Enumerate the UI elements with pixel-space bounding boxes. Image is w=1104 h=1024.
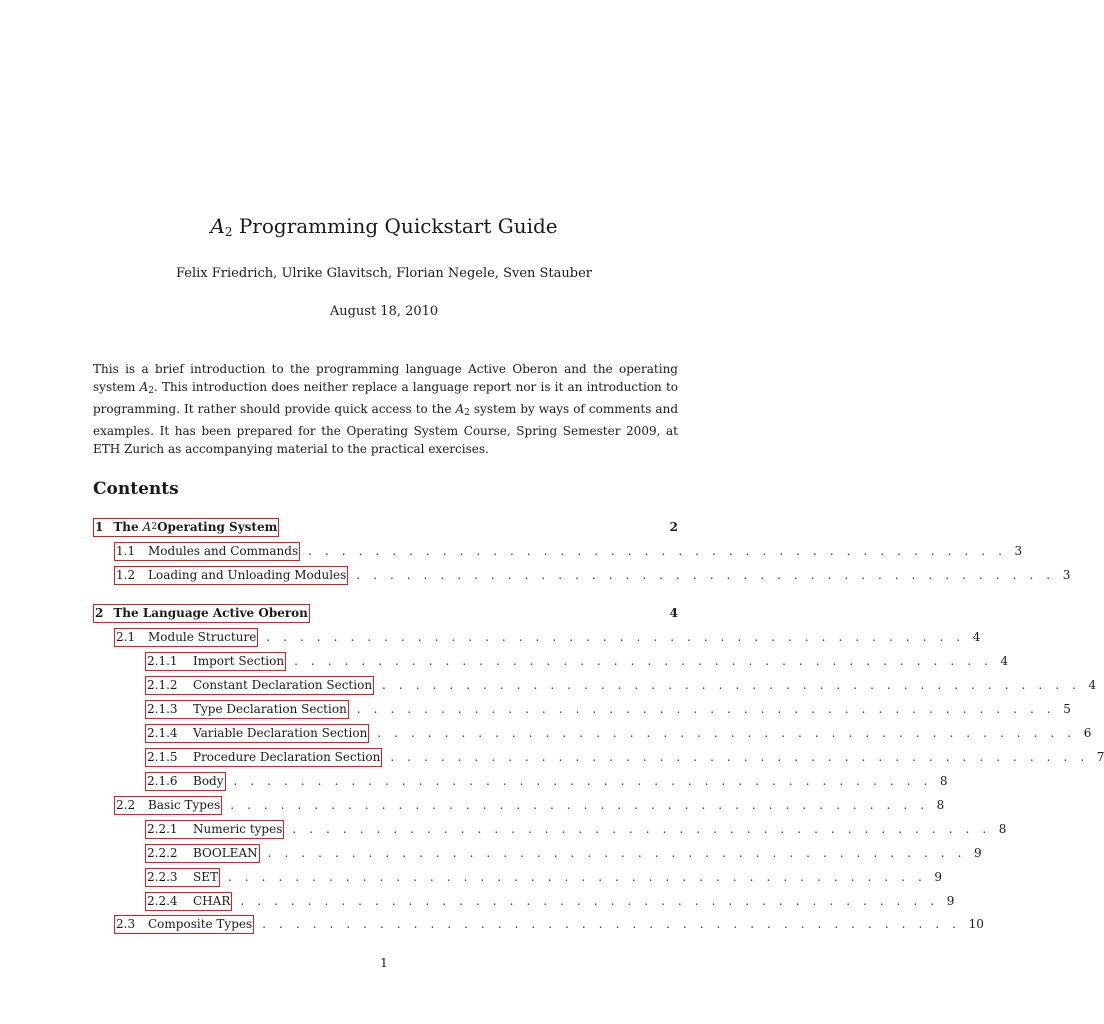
toc-link[interactable]: [145, 844, 260, 863]
toc-link[interactable]: [93, 604, 310, 623]
toc-number: 2: [95, 605, 104, 620]
toc-page: 8: [998, 822, 1007, 836]
abstract-text: . This introduction does neither replace a language report nor is it an introduction to programming. It rather should provide quick access to the: [93, 380, 678, 416]
toc-entry-2-2-4[interactable]: [145, 890, 955, 912]
abstract: [93, 360, 678, 458]
abstract-paragraph: [93, 360, 678, 458]
toc-entry-1-1[interactable]: [114, 540, 1023, 562]
toc-leader: . . . . . . . . . . . . . . . . . . . . . . . . . . . . . . . . . . . . . . . . . .: [356, 702, 1056, 716]
document-title: [0, 212, 768, 246]
toc-entry-2-1-2[interactable]: [145, 674, 1097, 696]
toc-label: Numeric types: [193, 821, 283, 836]
toc-number: 1.1: [116, 543, 136, 558]
title-a-symbol: A: [210, 214, 225, 238]
abstract-a-subscript: 2: [464, 408, 470, 418]
toc-leader: . . . . . . . . . . . . . . . . . . . . . . . . . . . . . . . . . . . . . . . . . .: [294, 654, 993, 668]
toc-number: 2.2.1: [147, 821, 178, 836]
toc-entry-2-2-1[interactable]: [145, 818, 1007, 840]
toc-number: 2.2.2: [147, 845, 178, 860]
toc-leader: . . . . . . . . . . . . . . . . . . . . . . . . . . . . . . . . . . . . . . . . . .: [240, 894, 939, 908]
toc-label: Basic Types: [148, 797, 221, 812]
toc-number: 1: [95, 519, 104, 534]
abstract-a-symbol: A: [139, 380, 149, 394]
toc-link[interactable]: [114, 542, 300, 561]
toc-label: SET: [193, 869, 218, 884]
toc-page: 3: [1062, 568, 1071, 582]
toc-page: 4: [1000, 654, 1009, 668]
toc-label: CHAR: [193, 893, 231, 908]
toc-page: 4: [669, 606, 678, 620]
toc-link[interactable]: [145, 892, 232, 911]
toc-label: The: [113, 519, 139, 534]
abstract-a-symbol: A: [455, 402, 465, 416]
toc-a-subscript: 2: [151, 521, 158, 532]
toc-label: Import Section: [193, 653, 285, 668]
toc-page: 6: [1083, 726, 1092, 740]
toc-number: 2.1.2: [147, 677, 178, 692]
toc-entry-2-1-4[interactable]: [145, 722, 1092, 744]
toc-entry-2-2-2[interactable]: [145, 842, 982, 864]
toc-label: The Language Active Oberon: [113, 605, 308, 620]
toc-link[interactable]: [114, 628, 258, 647]
toc-number: 2.2: [116, 797, 136, 812]
toc-entry-2-1-3[interactable]: [145, 698, 1071, 720]
toc-page: 2: [669, 520, 678, 534]
toc-page: 9: [946, 894, 955, 908]
toc-number: 2.2.3: [147, 869, 178, 884]
toc-link[interactable]: [145, 868, 220, 887]
toc-link[interactable]: [145, 676, 374, 695]
toc-page: 3: [1014, 544, 1023, 558]
toc-entry-2[interactable]: [93, 602, 678, 624]
title-a-subscript: 2: [224, 225, 233, 239]
toc-leader: . . . . . . . . . . . . . . . . . . . . . . . . . . . . . . . . . . . . . . . . . .: [267, 846, 967, 860]
toc-page: 5: [1063, 702, 1071, 716]
toc-leader: . . . . . . . . . . . . . . . . . . . . . . . . . . . . . . . . . . . . . . . . . .: [230, 798, 929, 812]
toc-leader: . . . . . . . . . . . . . . . . . . . . . . . . . . . . . . . . . . . . . . . . . .: [266, 630, 965, 644]
toc-label: Operating System: [157, 519, 278, 534]
document-authors: Felix Friedrich, Ulrike Glavitsch, Florian Negele, Sven Stauber: [175, 266, 593, 281]
abstract-text: This is a brief introduction to the programming language Active Oberon and the operating system: [93, 362, 678, 394]
toc-link[interactable]: [114, 566, 348, 585]
toc-entry-2-1-5[interactable]: [145, 746, 1104, 768]
toc-entry-1[interactable]: [93, 516, 678, 538]
abstract-a-subscript: 2: [148, 386, 155, 396]
toc-link[interactable]: [114, 796, 222, 815]
page-number: 1: [380, 956, 388, 970]
document-date: August 18, 2010: [329, 304, 439, 319]
toc-leader: . . . . . . . . . . . . . . . . . . . . . . . . . . . . . . . . . . . . . . . . . .: [356, 568, 1055, 582]
toc-link[interactable]: [145, 820, 284, 839]
toc-label: Type Declaration Section: [193, 701, 347, 716]
toc-leader: . . . . . . . . . . . . . . . . . . . . . . . . . . . . . . . . . . . . . . . . . .: [382, 678, 1081, 692]
toc-number: 2.1.6: [147, 773, 178, 788]
toc-number: 2.1: [116, 629, 136, 644]
toc-leader: . . . . . . . . . . . . . . . . . . . . . . . . . . . . . . . . . . . . . . . . . .: [227, 870, 927, 884]
toc-leader: . . . . . . . . . . . . . . . . . . . . . . . . . . . . . . . . . . . . . . . . . .: [377, 726, 1076, 740]
toc-label: Variable Declaration Section: [193, 725, 368, 740]
toc-label: Procedure Declaration Section: [193, 749, 381, 764]
toc-number: 2.1.1: [147, 653, 178, 668]
toc-page: 8: [936, 798, 945, 812]
toc-entry-2-1-1[interactable]: [145, 650, 1009, 672]
toc-leader: . . . . . . . . . . . . . . . . . . . . . . . . . . . . . . . . . . . . . . . . . .: [292, 822, 991, 836]
toc-number: 2.3: [116, 916, 136, 931]
toc-entry-1-2[interactable]: [114, 564, 1071, 586]
toc-page: 10: [968, 917, 984, 931]
toc-label: Constant Declaration Section: [193, 677, 373, 692]
toc-leader: . . . . . . . . . . . . . . . . . . . . . . . . . . . . . . . . . . . . . . . . . .: [262, 917, 961, 931]
toc-entry-2-3[interactable]: [114, 913, 984, 935]
toc-link[interactable]: [114, 915, 254, 934]
toc-entry-2-2-3[interactable]: [145, 866, 943, 888]
toc-entry-2-1[interactable]: [114, 626, 981, 648]
toc-label: Module Structure: [148, 629, 257, 644]
toc-link[interactable]: [145, 652, 286, 671]
abstract-text: system by ways of comments and examples. It has been prepared for the Operating System Course, Spring Semester 2009, at ETH Zurich as accompanying material to the practical exercises.: [93, 402, 678, 456]
toc-page: 8: [939, 774, 948, 788]
toc-entry-2-1-6[interactable]: [145, 770, 948, 792]
toc-link[interactable]: [145, 724, 369, 743]
toc-page: 4: [1088, 678, 1097, 692]
toc-label: Modules and Commands: [148, 543, 299, 558]
toc-page: 4: [972, 630, 981, 644]
toc-number: 2.1.4: [147, 725, 178, 740]
toc-label: Body: [193, 773, 224, 788]
toc-link[interactable]: [93, 518, 279, 537]
toc-number: 2.2.4: [147, 893, 178, 908]
toc-number: 2.1.5: [147, 749, 178, 764]
toc-page: 9: [934, 870, 943, 884]
toc-a-symbol: A: [142, 519, 152, 534]
toc-leader: . . . . . . . . . . . . . . . . . . . . . . . . . . . . . . . . . . . . . . . . . .: [308, 544, 1007, 558]
toc-page: 7: [1096, 750, 1104, 764]
toc-leader: . . . . . . . . . . . . . . . . . . . . . . . . . . . . . . . . . . . . . . . . . .: [390, 750, 1089, 764]
toc-link[interactable]: [145, 772, 226, 791]
toc-number: 1.2: [116, 567, 136, 582]
toc-number: 2.1.3: [147, 701, 178, 716]
toc-page: 9: [974, 846, 982, 860]
toc-label: Loading and Unloading Modules: [148, 567, 347, 582]
toc-link[interactable]: [145, 700, 349, 719]
toc-link[interactable]: [145, 748, 382, 767]
title-text: Programming Quickstart Guide: [232, 214, 558, 238]
toc-label: BOOLEAN: [193, 845, 258, 860]
contents-heading: Contents: [93, 479, 179, 499]
toc-leader: . . . . . . . . . . . . . . . . . . . . . . . . . . . . . . . . . . . . . . . . . .: [233, 774, 932, 788]
toc-entry-2-2[interactable]: [114, 794, 945, 816]
toc-label: Composite Types: [148, 916, 253, 931]
